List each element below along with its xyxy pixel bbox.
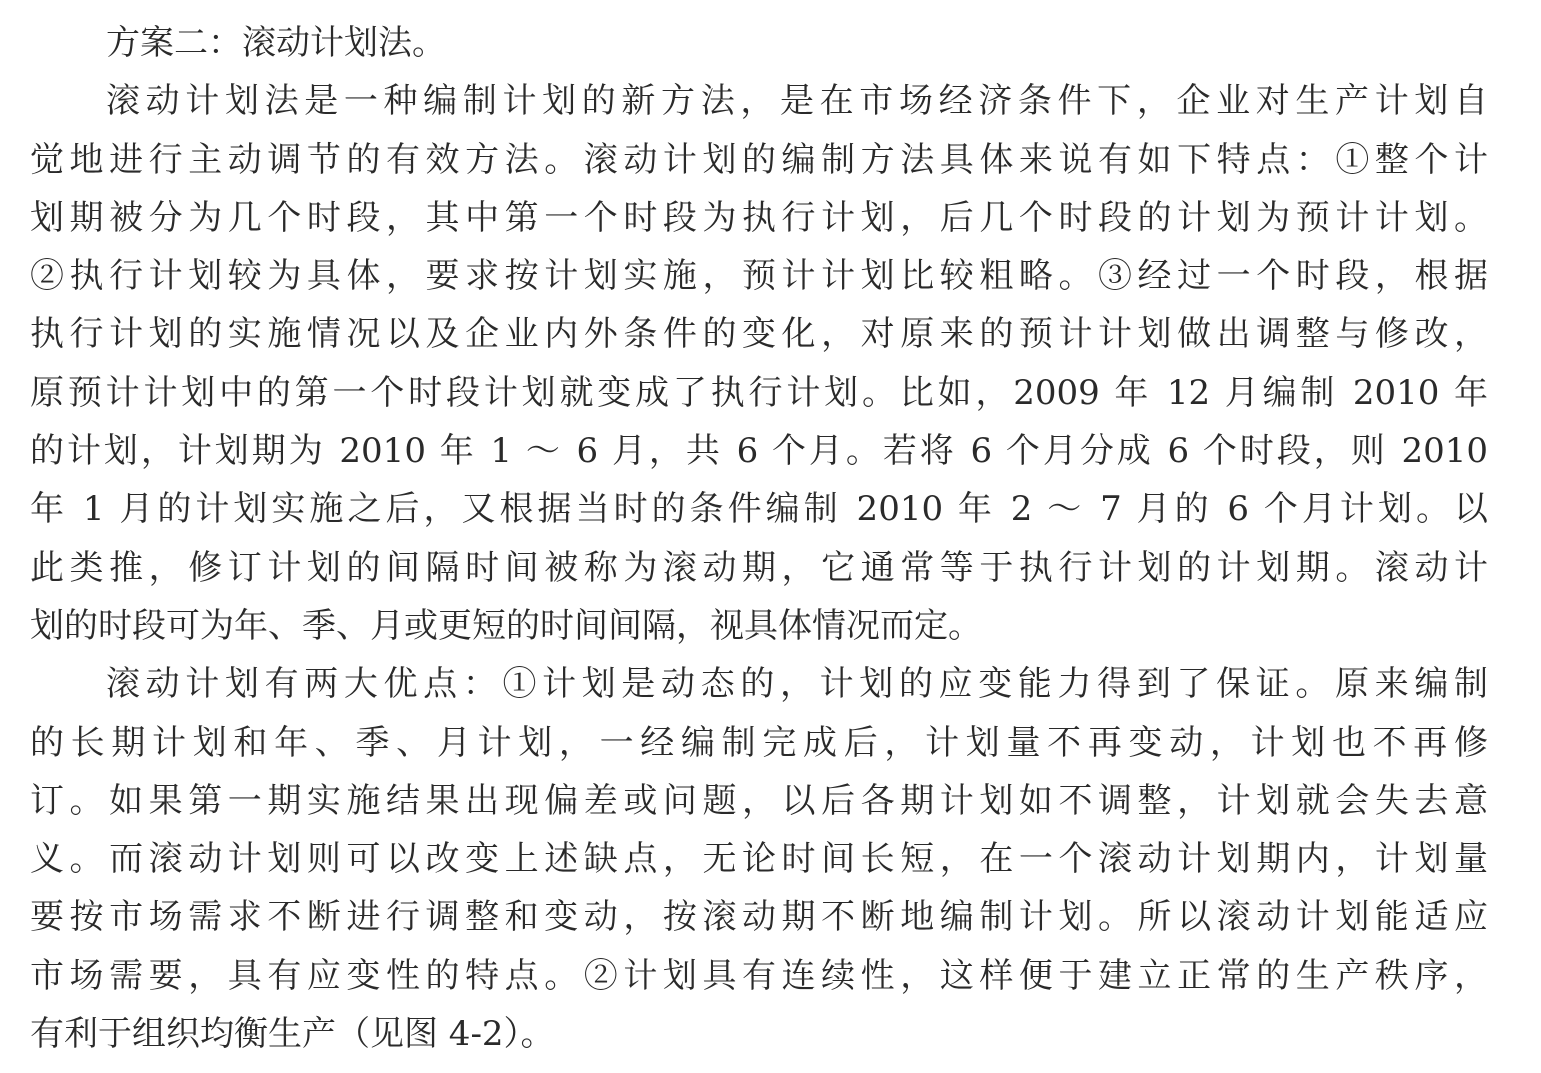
paragraph-line: ②执行计划较为具体，要求按计划实施，预计计划比较粗略。③经过一个时段，根据	[30, 256, 1488, 297]
paragraph-line: 义。而滚动计划则可以改变上述缺点，无论时间长短，在一个滚动计划期内，计划量	[30, 839, 1488, 880]
paragraph-line: 的计划，计划期为 2010 年 1 ～ 6 月，共 6 个月。若将 6 个月分成 6 个时段，则 2010	[30, 431, 1488, 472]
document-page	[30, 14, 1488, 1063]
paragraph-line: 有利于组织均衡生产（见图 4-2）。	[30, 1014, 555, 1055]
paragraph-line: 年 1 月的计划实施之后，又根据当时的条件编制 2010 年 2 ～ 7 月的 6 个月计划。以	[30, 489, 1488, 530]
paragraph-line: 划期被分为几个时段，其中第一个时段为执行计划，后几个时段的计划为预计计划。	[30, 197, 1488, 238]
paragraph-line: 原预计计划中的第一个时段计划就变成了执行计划。比如，2009 年 12 月编制 2010 年	[30, 372, 1488, 413]
paragraph-line: 滚动计划法是一种编制计划的新方法，是在市场经济条件下，企业对生产计划自	[106, 81, 1488, 122]
paragraph-line: 执行计划的实施情况以及企业内外条件的变化，对原来的预计计划做出调整与修改，	[30, 314, 1488, 355]
paragraph-line: 此类推，修订计划的间隔时间被称为滚动期，它通常等于执行计划的计划期。滚动计	[30, 547, 1488, 588]
paragraph-rolling-plan-advantages	[30, 655, 1488, 1063]
paragraph-line: 市场需要，具有应变性的特点。②计划具有连续性，这样便于建立正常的生产秩序，	[30, 955, 1488, 996]
paragraph-line: 划的时段可为年、季、月或更短的时间间隔，视具体情况而定。	[30, 605, 982, 646]
paragraph-line: 滚动计划有两大优点：①计划是动态的，计划的应变能力得到了保证。原来编制	[106, 664, 1488, 705]
paragraph-line: 要按市场需求不断进行调整和变动，按滚动期不断地编制计划。所以滚动计划能适应	[30, 897, 1488, 938]
section-heading: 方案二：滚动计划法。	[106, 23, 446, 63]
paragraph-line: 订。如果第一期实施结果出现偏差或问题，以后各期计划如不调整，计划就会失去意	[30, 780, 1488, 821]
paragraph-line: 觉地进行主动调节的有效方法。滚动计划的编制方法具体来说有如下特点：①整个计	[30, 139, 1488, 180]
paragraph-line: 的长期计划和年、季、月计划，一经编制完成后，计划量不再变动，计划也不再修	[30, 722, 1488, 763]
paragraph-rolling-plan-definition	[30, 72, 1488, 655]
